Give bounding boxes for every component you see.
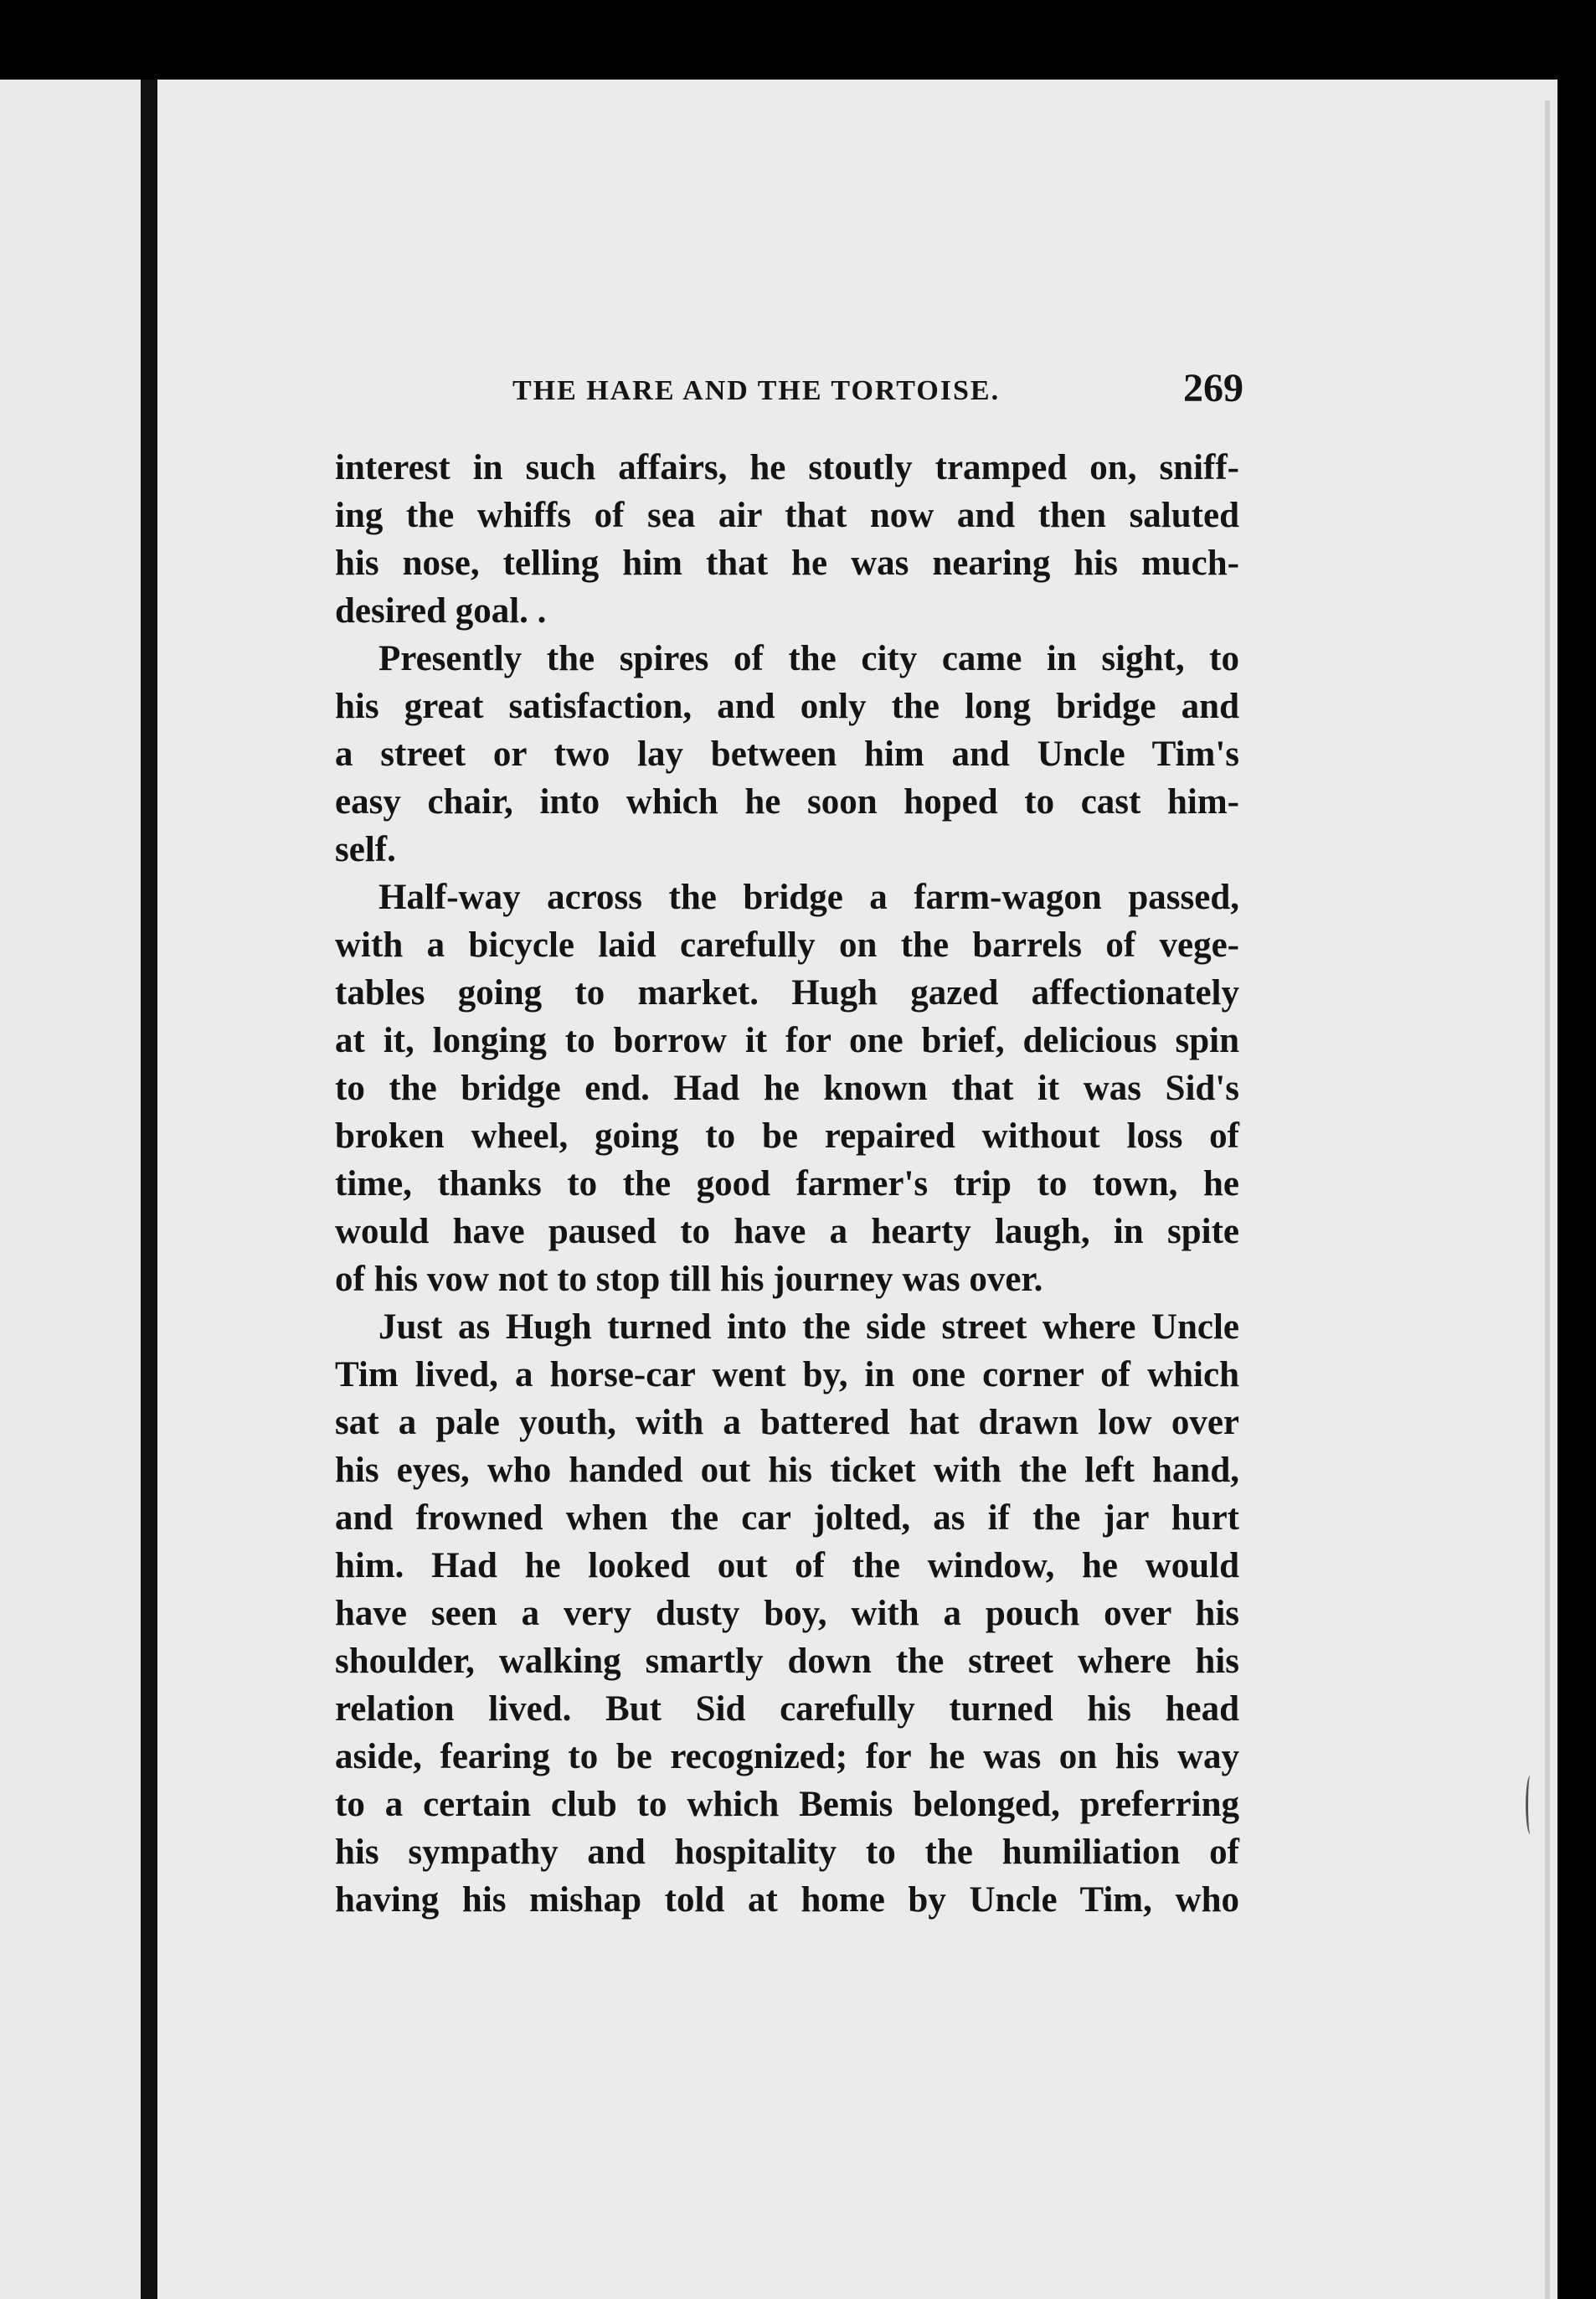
- text-line: easy chair, into which he soon hoped to cast him-: [335, 782, 1239, 822]
- page-edge-mark: [1526, 1776, 1535, 1834]
- page-stack-edge: [1545, 101, 1550, 2299]
- text-line: his nose, telling him that he was nearing his much-: [335, 544, 1239, 583]
- paragraph: [335, 444, 1239, 635]
- text-line: and frowned when the car jolted, as if the jar hurt: [335, 1498, 1239, 1538]
- text-line: aside, fearing to be recognized; for he was on his way: [335, 1737, 1239, 1776]
- text-line: ing the whiffs of sea air that now and then saluted: [335, 496, 1239, 535]
- left-page-edge: [0, 80, 141, 2299]
- text-line: have seen a very dusty boy, with a pouch over his: [335, 1594, 1239, 1633]
- paragraph: [335, 635, 1239, 874]
- text-line: time, thanks to the good farmer's trip to town, he: [335, 1164, 1239, 1204]
- text-line: tables going to market. Hugh gazed affectionately: [335, 973, 1239, 1013]
- body-text: [335, 444, 1239, 1924]
- text-line: desired goal. .: [335, 591, 547, 631]
- text-line: shoulder, walking smartly down the street where his: [335, 1642, 1239, 1681]
- running-title: THE HARE AND THE TORTOISE.: [512, 375, 1001, 406]
- text-line: sat a pale youth, with a battered hat drawn low over: [335, 1403, 1239, 1442]
- text-line: relation lived. But Sid carefully turned his head: [335, 1689, 1239, 1729]
- text-line: Just as Hugh turned into the side street where Uncle: [378, 1307, 1239, 1347]
- text-line: his eyes, who handed out his ticket with the left hand,: [335, 1451, 1239, 1490]
- text-line: Tim lived, a horse-car went by, in one corner of which: [335, 1355, 1239, 1394]
- text-line: him. Had he looked out of the window, he would: [335, 1546, 1239, 1585]
- text-line: his great satisfaction, and only the long bridge and: [335, 687, 1239, 726]
- text-line: interest in such affairs, he stoutly tramped on, sniff-: [335, 448, 1239, 487]
- text-line: self.: [335, 830, 396, 869]
- text-line: to a certain club to which Bemis belonged, preferring: [335, 1785, 1239, 1824]
- text-line: his sympathy and hospitality to the humiliation of: [335, 1832, 1239, 1872]
- text-line: broken wheel, going to be repaired without loss of: [335, 1116, 1239, 1156]
- text-line: would have paused to have a hearty laugh, in spite: [335, 1212, 1239, 1251]
- text-line: at it, longing to borrow it for one brief, delicious spin: [335, 1021, 1239, 1060]
- text-line: of his vow not to stop till his journey was over.: [335, 1260, 1043, 1299]
- paragraph: [335, 874, 1239, 1303]
- text-line: with a bicycle laid carefully on the barrels of vege-: [335, 925, 1239, 965]
- text-line: a street or two lay between him and Uncle Tim's: [335, 735, 1239, 774]
- book-gutter: [141, 80, 157, 2299]
- text-line: Presently the spires of the city came in sight, to: [378, 639, 1239, 678]
- paragraph: [335, 1303, 1239, 1924]
- running-head: [331, 360, 1243, 419]
- page-number: 269: [1183, 366, 1243, 410]
- text-line: having his mishap told at home by Uncle Tim, who: [335, 1880, 1239, 1920]
- text-line: to the bridge end. Had he known that it was Sid's: [335, 1069, 1239, 1108]
- text-line: Half-way across the bridge a farm-wagon passed,: [378, 878, 1239, 917]
